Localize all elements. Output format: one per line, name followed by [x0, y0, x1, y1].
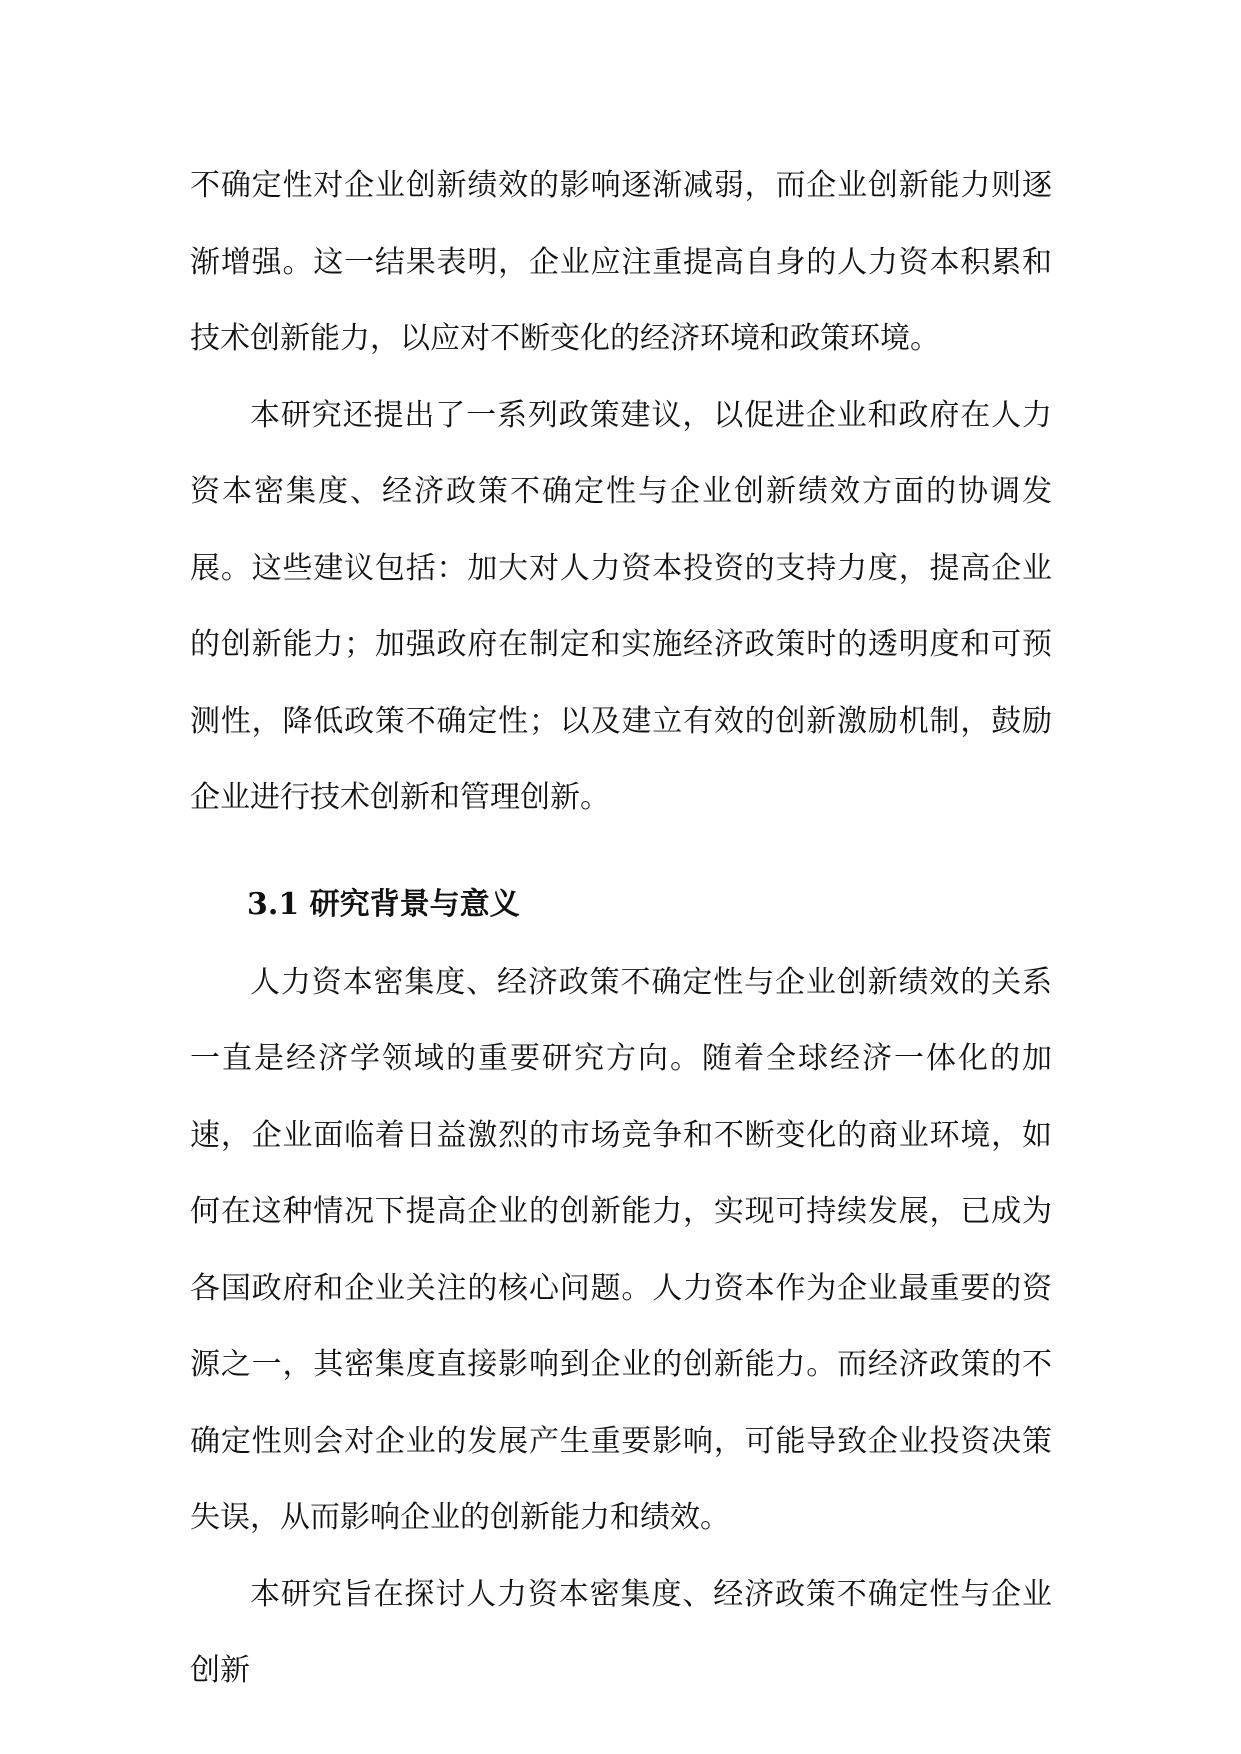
section-heading: 3.1 研究背景与意义 — [247, 886, 520, 922]
paragraph-policy-recommendations: 本研究还提出了一系列政策建议，以促进企业和政府在人力资本密集度、经济政策不确定性与企业创新绩效方面的协调发展。这些建议包括：加大对人力资本投资的支持力度，提高企业的创新能力；加强政府在制定和实施经济政策时的透明度和可预测性，降低政策不确定性；以及建立有效的创新激励机制，鼓励企业进行技术创新和管理创新。 — [190, 397, 1052, 815]
document-body — [190, 148, 1052, 1710]
paragraph-continuation: 不确定性对企业创新绩效的影响逐渐减弱，而企业创新能力则逐渐增强。这一结果表明，企业应注重提高自身的人力资本积累和技术创新能力，以应对不断变化的经济环境和政策环境。 — [190, 168, 1052, 356]
paragraph-research-background: 人力资本密集度、经济政策不确定性与企业创新绩效的关系一直是经济学领域的重要研究方向。随着全球经济一体化的加速，企业面临着日益激烈的市场竞争和不断变化的商业环境，如何在这种情况下提高企业的创新能力，实现可持续发展，已成为各国政府和企业关注的核心问题。人力资本作为企业最重要的资源之一，其密集度直接影响到企业的创新能力。而经济政策的不确定性则会对企业的发展产生重要影响，可能导致企业投资决策失误，从而影响企业的创新能力和绩效。 — [190, 964, 1052, 1535]
paragraph-research-purpose: 本研究旨在探讨人力资本密集度、经济政策不确定性与企业创新 — [190, 1576, 1052, 1688]
